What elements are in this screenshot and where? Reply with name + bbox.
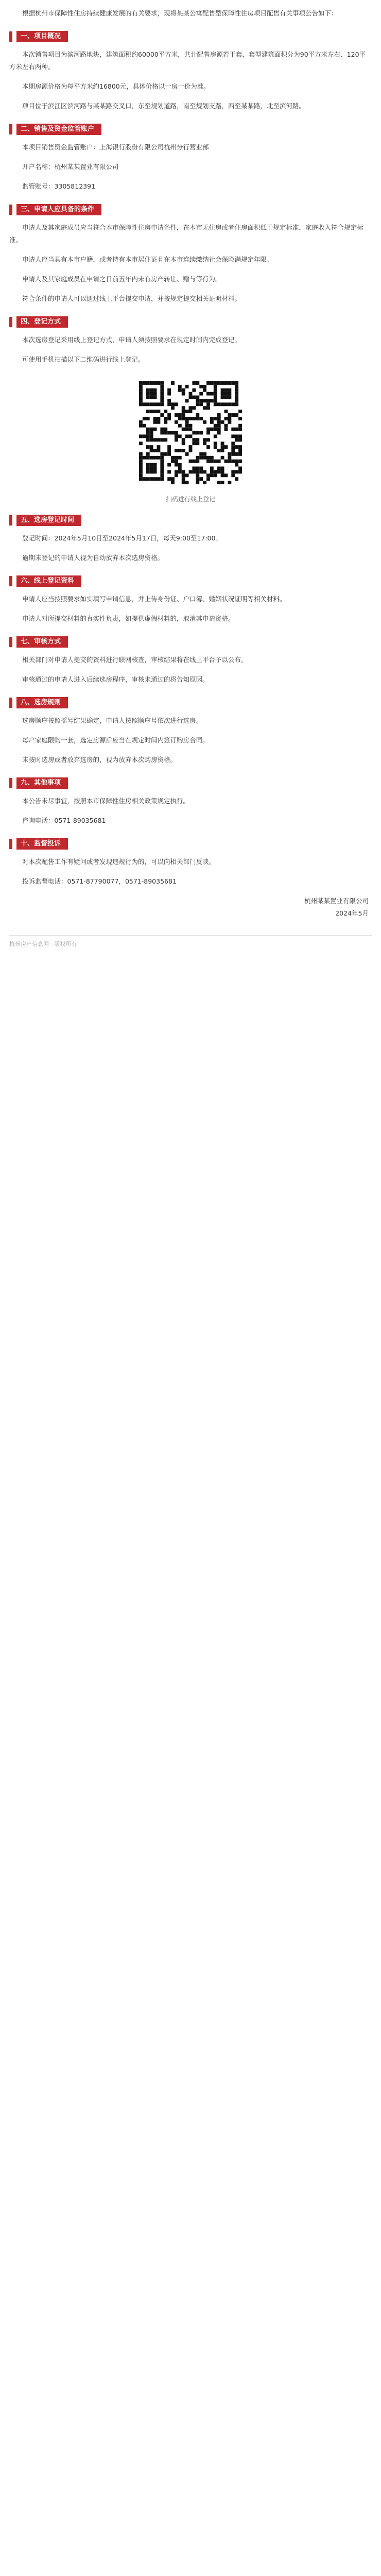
signature-date: 2024年5月 <box>335 909 369 917</box>
section-paragraph: 登记时间：2024年5月10日至2024年5月17日，每天9:00至17:00。 <box>22 534 222 542</box>
qr-caption: 扫码进行线上登记 <box>165 496 215 503</box>
section-header <box>9 838 372 850</box>
section-paragraph: 选房顺序按照摇号结果确定，申请人按照顺序号依次进行选房。 <box>22 717 203 724</box>
signature-company: 杭州某某置业有限公司 <box>304 897 369 905</box>
section-marker <box>9 205 12 215</box>
section-title: 五、选房登记时间 <box>16 515 81 526</box>
section-title: 九、其他事项 <box>16 777 68 789</box>
section-header <box>9 31 372 42</box>
section-paragraph: 未按时选房或者放弃选房的，视为放弃本次购房资格。 <box>22 756 177 764</box>
section-title: 七、审核方式 <box>16 636 68 648</box>
section-marker <box>9 839 12 849</box>
section-title: 十、监督投诉 <box>16 838 68 850</box>
section-header <box>9 515 372 526</box>
section-paragraph: 每户家庭限购一套，选定房源后应当在规定时间内签订购房合同。 <box>22 736 209 744</box>
section-header <box>9 204 372 215</box>
section-header <box>9 316 372 328</box>
signature-block <box>9 895 372 920</box>
section-paragraph: 本公告未尽事宜，按照本市保障性住房相关政策规定执行。 <box>22 797 190 805</box>
qr-code-icon <box>139 381 242 484</box>
section-marker <box>9 124 12 134</box>
intro-paragraph: 根据杭州市保障性住房持续健康发展的有关要求，现将某某公寓配售型保障性住房项目配售有关事项公告如下： <box>22 9 338 17</box>
section-marker <box>9 698 12 708</box>
section-paragraph: 项目位于滨江区滨河路与某某路交叉口，东至规划道路，南至规划支路，西至某某路，北至滨河路。 <box>22 102 306 110</box>
section-paragraph: 申请人及其家庭成员应当符合本市保障性住房申请条件，在本市无住房或者住房面积低于规定标准，家庭收入符合规定标准。 <box>9 224 363 244</box>
section-title: 四、登记方式 <box>16 316 68 328</box>
section-paragraph: 本期房源价格为每平方米约16800元，具体价格以一房一价为准。 <box>22 82 210 90</box>
section-paragraph: 投诉监督电话：0571-87790077，0571-89035681 <box>22 877 177 885</box>
section-paragraph: 可使用手机扫描以下二维码进行线上登记。 <box>22 355 145 363</box>
section-paragraph: 开户名称：杭州某某置业有限公司 <box>22 163 119 171</box>
section-paragraph: 逾期未登记的申请人视为自动放弃本次选房资格。 <box>22 554 164 562</box>
section-header <box>9 777 372 789</box>
section-paragraph: 本项目销售资金监管账户：上海银行股份有限公司杭州分行营业部 <box>22 143 209 151</box>
section-header <box>9 124 372 135</box>
section-paragraph: 相关部门对申请人提交的资料进行联网核查，审核结果将在线上平台予以公布。 <box>22 656 248 664</box>
section-paragraph: 咨询电话：0571-89035681 <box>22 817 106 824</box>
section-marker <box>9 317 12 327</box>
section-header <box>9 697 372 708</box>
section-paragraph: 申请人对所提交材料的真实性负责，如提供虚假材料的，取消其申请资格。 <box>22 615 235 622</box>
section-paragraph: 对本次配售工作有疑问或者发现违规行为的，可以向相关部门反映。 <box>22 858 216 866</box>
section-title: 一、项目概况 <box>16 31 68 42</box>
section-paragraph: 本次选房登记采用线上登记方式，申请人须按照要求在规定时间内完成登记。 <box>22 336 241 344</box>
section-marker <box>9 637 12 647</box>
section-marker <box>9 515 12 526</box>
section-title: 八、选房规则 <box>16 697 68 708</box>
section-paragraph: 监管账号：3305812391 <box>22 182 96 190</box>
section-title: 六、线上登记资料 <box>16 575 81 587</box>
section-title: 三、申请人应具备的条件 <box>16 204 101 215</box>
section-header <box>9 636 372 648</box>
section-title: 二、销售及资金监管账户 <box>16 124 101 135</box>
section-paragraph: 本次销售项目为滨河路地块，建筑面积约60000平方米，共计配售房源若干套，套型建筑面积分为90平方米左右、120平方米左右两种。 <box>9 50 366 71</box>
section-paragraph: 申请人应当按照要求如实填写申请信息，并上传身份证、户口簿、婚姻状况证明等相关材料。 <box>22 595 286 603</box>
section-paragraph: 符合条件的申请人可以通过线上平台提交申请，并按规定提交相关证明材料。 <box>22 295 241 302</box>
section-paragraph: 审核通过的申请人进入后续选房程序，审核未通过的将告知原因。 <box>22 675 209 683</box>
section-marker <box>9 576 12 586</box>
section-header <box>9 575 372 587</box>
section-paragraph: 申请人应当具有本市户籍，或者持有本市居住证且在本市连续缴纳社会保险满规定年限。 <box>22 256 273 263</box>
section-paragraph: 申请人及其家庭成员在申请之日前五年内未有房产转让、赠与等行为。 <box>22 275 222 283</box>
sections-container <box>9 31 372 888</box>
section-marker <box>9 31 12 42</box>
section-marker <box>9 778 12 788</box>
announcement-page <box>0 0 381 954</box>
page-footer: 杭州房产信息网 · 版权所有 <box>9 935 372 949</box>
